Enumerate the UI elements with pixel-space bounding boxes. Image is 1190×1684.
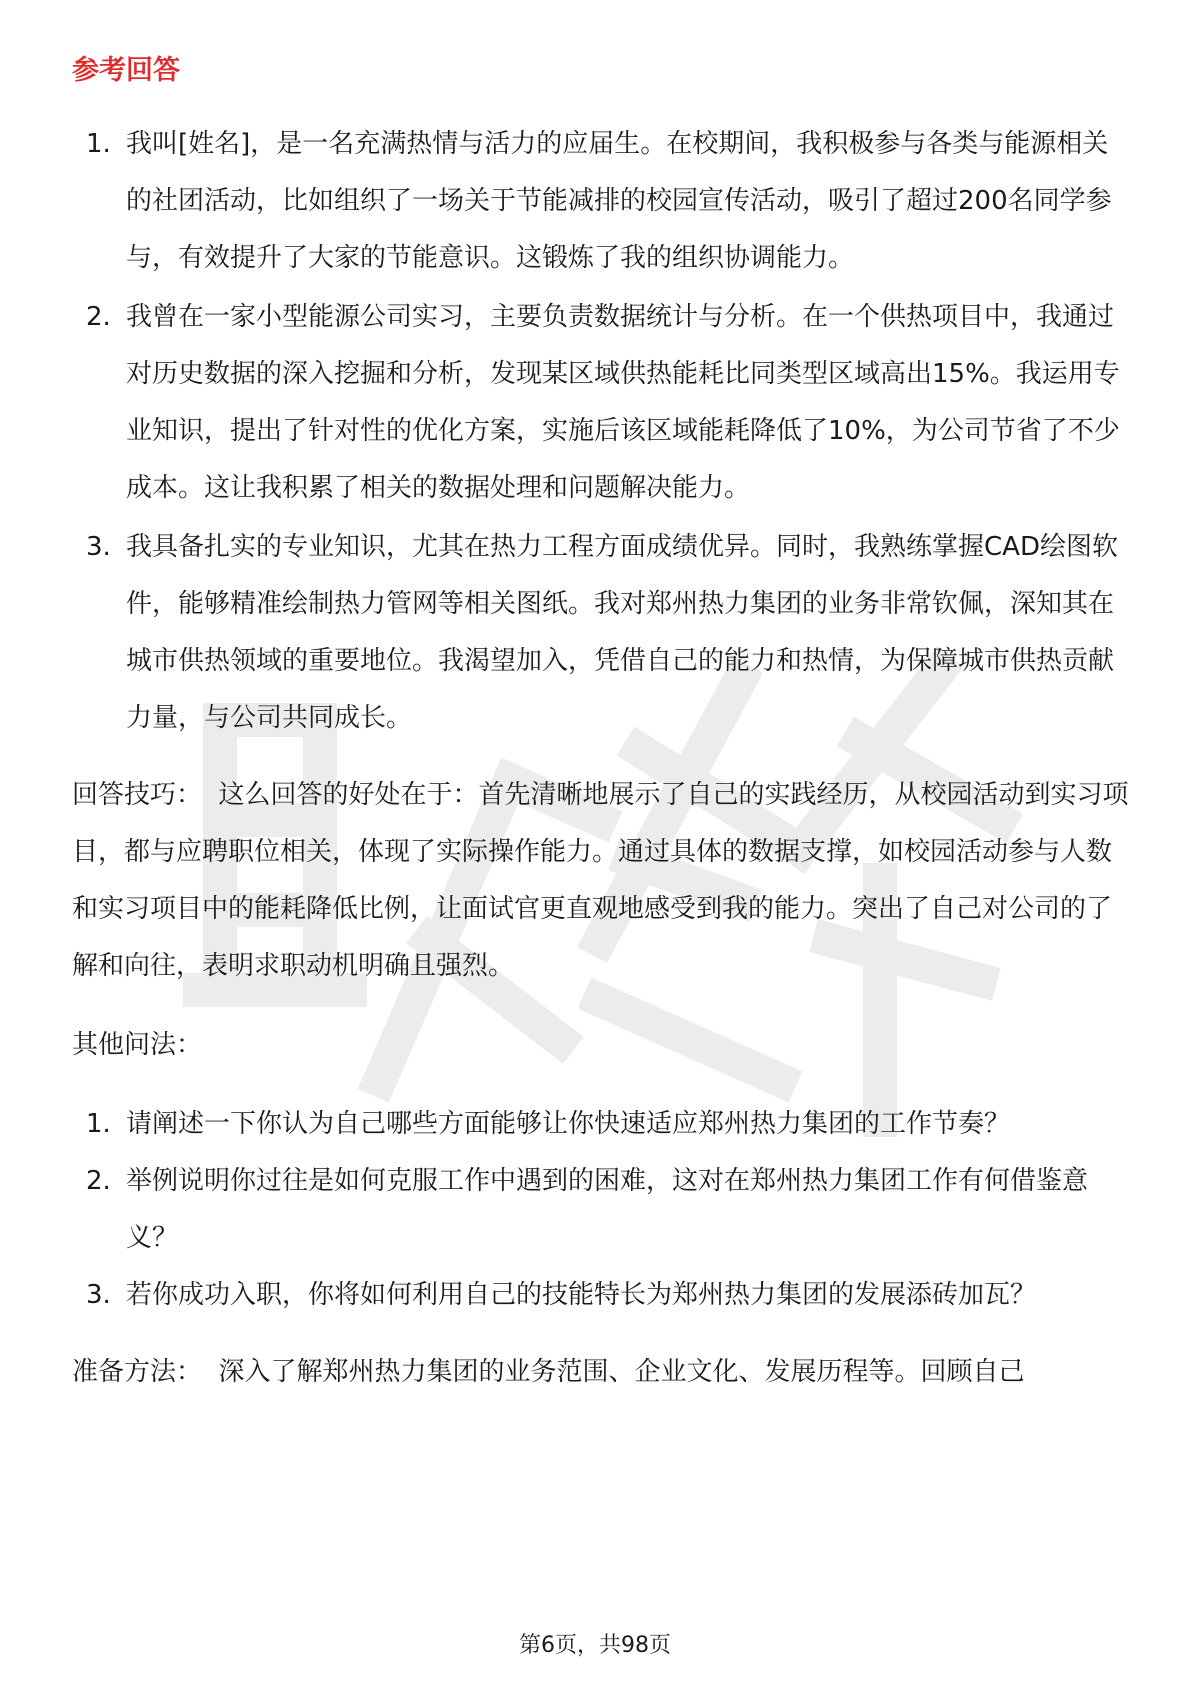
list-item-text: 请阐述一下你认为自己哪些方面能够让你快速适应郑州热力集团的工作节奏？ [126, 1109, 1011, 1139]
list-item-text: 我叫[姓名]，是一名充满热情与活力的应届生。在校期间，我积极参与各类与能源相关的社团活动，比如组织了一场关于节能减排的校园宣传活动，吸引了超过200名同学参与，有效提升了大家的节能意识。这锻炼了我的组织协调能力。 [126, 129, 1112, 273]
list-item [72, 1096, 1132, 1153]
list-item [72, 116, 1132, 287]
list-item [72, 1267, 1132, 1324]
list-item [72, 519, 1132, 747]
list-item [72, 1153, 1132, 1267]
page-number: 第6页，共98页 [519, 1633, 671, 1658]
list-item-text: 若你成功入职，你将如何利用自己的技能特长为郑州热力集团的发展添砖加瓦？ [126, 1280, 1037, 1310]
list-number: 1. [86, 129, 111, 159]
list-number: 2. [86, 1166, 111, 1196]
prepare-paragraph [72, 1344, 1132, 1401]
list-number: 3. [86, 1280, 111, 1310]
list-item-text: 我曾在一家小型能源公司实习，主要负责数据统计与分析。在一个供热项目中，我通过对历史数据的深入挖掘和分析，发现某区域供热能耗比同类型区域高出15%。我运用专业知识，提出了针对性的优化方案，实施后该区域能耗降低了10%，为公司节省了不少成本。这让我积累了相关的数据处理和问题解决能力。 [126, 302, 1120, 503]
prepare-text: 深入了解郑州热力集团的业务范围、企业文化、发展历程等。回顾自己 [218, 1357, 1025, 1387]
other-questions-title: 其他问法： [72, 1030, 203, 1060]
list-number: 3. [86, 532, 111, 562]
list-item [72, 289, 1132, 517]
section-heading: 参考回答 [72, 55, 180, 86]
tips-paragraph [72, 767, 1132, 995]
list-item-text: 举例说明你过往是如何克服工作中遇到的困难，这对在郑州热力集团工作有何借鉴意义？ [126, 1166, 1089, 1253]
content [72, 46, 1132, 1401]
other-questions-list [72, 1096, 1132, 1324]
prepare-label: 准备方法： [72, 1357, 203, 1387]
tips-text: 这么回答的好处在于：首先清晰地展示了自己的实践经历，从校园活动到实习项目，都与应聘职位相关，体现了实际操作能力。通过具体的数据支撑，如校园活动参与人数和实习项目中的能耗降低比例，让面试官更直观地感受到我的能力。突出了自己对公司的了解和向往，表明求职动机明确且强烈。 [72, 780, 1129, 981]
list-number: 2. [86, 302, 111, 332]
list-item-text: 我具备扎实的专业知识，尤其在热力工程方面成绩优异。同时，我熟练掌握CAD绘图软件，能够精准绘制热力管网等相关图纸。我对郑州热力集团的业务非常钦佩，深知其在城市供热领域的重要地位。我渴望加入，凭借自己的能力和热情，为保障城市供热贡献力量，与公司共同成长。 [126, 532, 1118, 733]
list-number: 1. [86, 1109, 111, 1139]
tips-label: 回答技巧： [72, 780, 203, 810]
answer-list [72, 116, 1132, 747]
